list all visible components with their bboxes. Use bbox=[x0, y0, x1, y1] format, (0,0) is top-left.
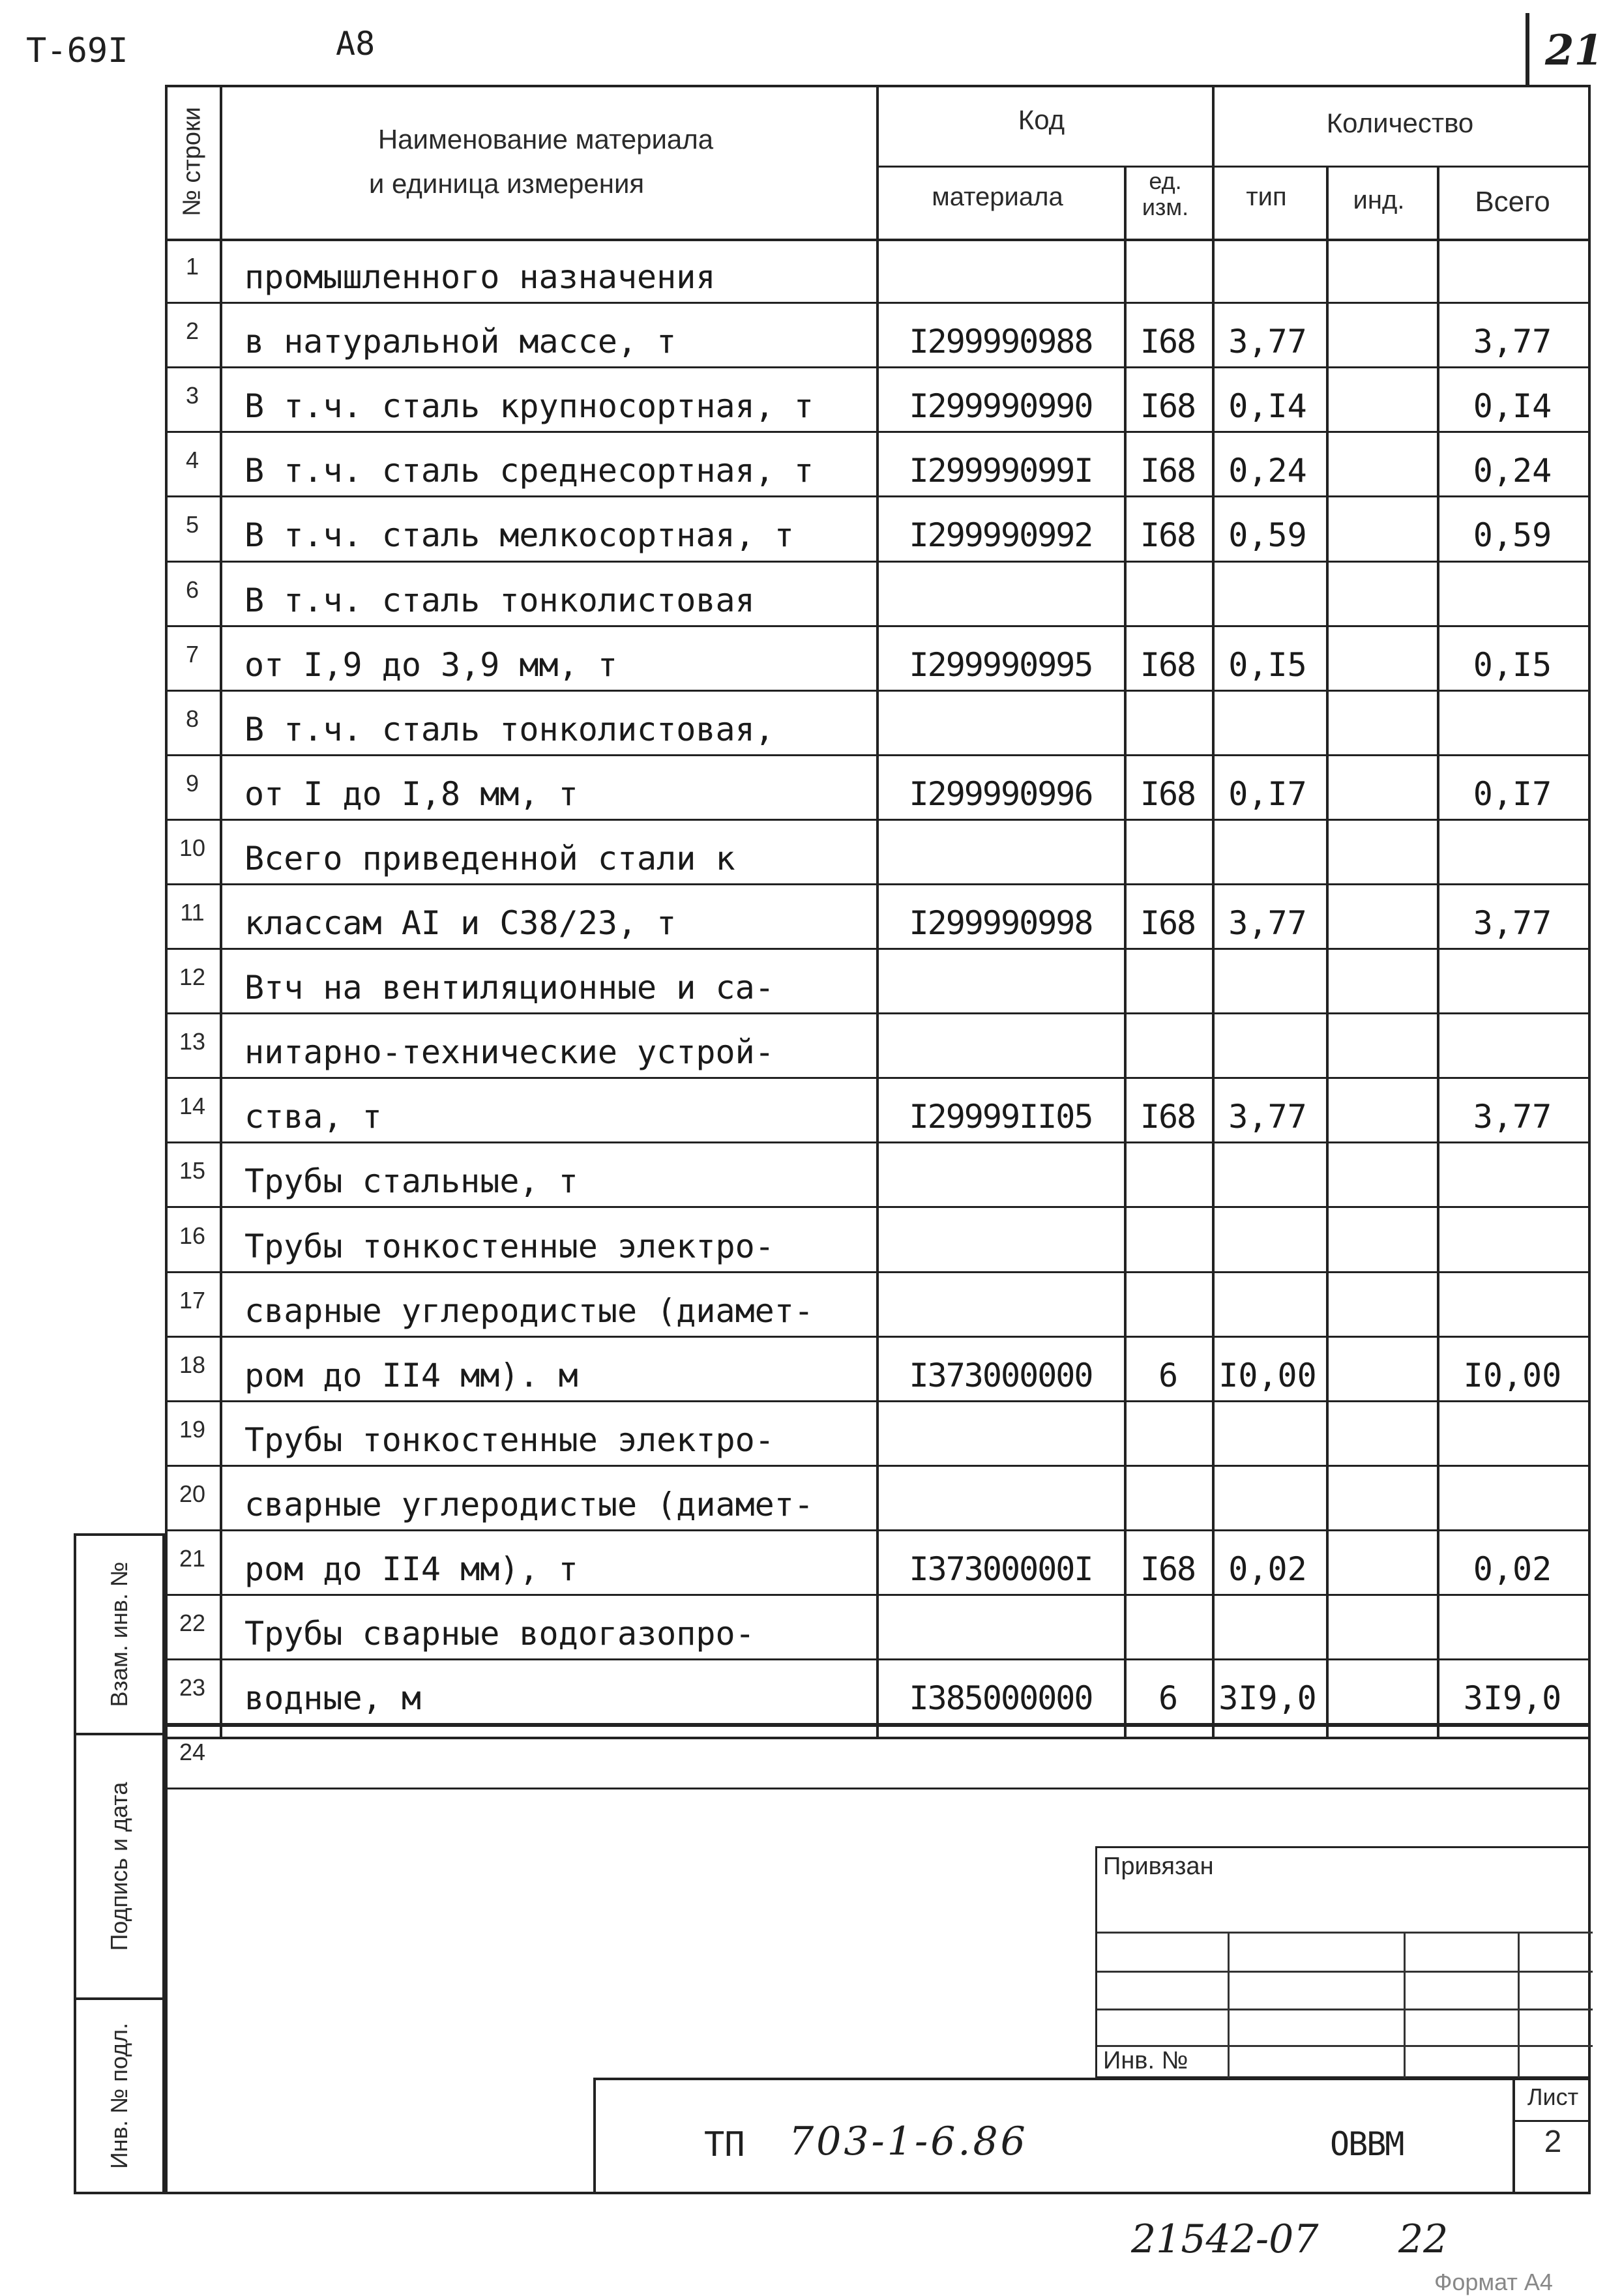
cell-tip: 0,I4 bbox=[1228, 387, 1307, 425]
cell-name: от I,9 до 3,9 мм, т bbox=[244, 646, 617, 684]
cell-unit: I68 bbox=[1140, 452, 1196, 490]
header-qty-type: тип bbox=[1246, 183, 1287, 211]
row-number: 20 bbox=[179, 1480, 206, 1507]
header-row-number: № строки bbox=[178, 107, 206, 216]
cell-code: I29999II05 bbox=[909, 1098, 1093, 1136]
cell-total: 0,24 bbox=[1473, 452, 1552, 490]
cell-name: классам АI и С38/23, т bbox=[244, 904, 677, 942]
cell-name: от I до I,8 мм, т bbox=[244, 775, 578, 813]
row-number: 19 bbox=[179, 1416, 206, 1443]
sheet-number: 2 bbox=[1544, 2125, 1562, 2159]
header-code-material: материала bbox=[932, 183, 1063, 211]
cell-name: Трубы стальные, т bbox=[244, 1162, 578, 1200]
row-separator bbox=[165, 431, 1591, 433]
row-separator bbox=[165, 1206, 1591, 1208]
row-number: 8 bbox=[185, 705, 199, 732]
privyazan-label: Привязан bbox=[1103, 1853, 1214, 1880]
row-number: 18 bbox=[179, 1351, 206, 1378]
row-separator bbox=[165, 1077, 1591, 1079]
row-number: 15 bbox=[179, 1157, 206, 1184]
page-number: 21 bbox=[1545, 26, 1604, 75]
sheet-label: Лист bbox=[1527, 2083, 1579, 2110]
header-code: Код bbox=[1018, 104, 1065, 135]
stamp-podpis-data: Подпись и дата bbox=[74, 1733, 165, 2000]
cell-tip: 3,77 bbox=[1228, 904, 1307, 942]
cell-unit: I68 bbox=[1140, 387, 1196, 425]
row-separator bbox=[165, 302, 1591, 304]
header-qty-total: Всего bbox=[1475, 186, 1550, 218]
header-name-line1: Наименование материала bbox=[377, 124, 714, 155]
cell-tip: 0,24 bbox=[1228, 452, 1307, 490]
cell-unit: I68 bbox=[1140, 904, 1196, 942]
cell-name: В т.ч. сталь тонколистовая, bbox=[244, 711, 774, 748]
cell-name: сварные углеродистые (диамет- bbox=[244, 1292, 814, 1330]
cell-unit: I68 bbox=[1140, 516, 1196, 554]
row-number: 16 bbox=[179, 1222, 206, 1249]
cell-name: В т.ч. сталь среднесортная, т bbox=[244, 452, 814, 490]
row-number: 5 bbox=[185, 511, 199, 538]
cell-name: ства, т bbox=[244, 1098, 382, 1136]
cell-unit: I68 bbox=[1140, 1550, 1196, 1588]
row-number: 13 bbox=[179, 1028, 206, 1055]
handwritten-code: 21542-07 bbox=[1131, 2216, 1319, 2262]
header-name-line2: и единица измерения bbox=[368, 168, 645, 199]
doc-prefix: ТП bbox=[704, 2125, 745, 2164]
cell-unit: 6 bbox=[1158, 1357, 1177, 1394]
row-separator bbox=[165, 1271, 1591, 1273]
cell-unit: I68 bbox=[1140, 1098, 1196, 1136]
cell-name: В т.ч. сталь тонколистовая bbox=[244, 581, 755, 619]
row-number: 24 bbox=[179, 1739, 206, 1765]
row-number: 9 bbox=[185, 770, 199, 797]
cell-name: В т.ч. сталь крупносортная, т bbox=[244, 387, 814, 425]
page-number-divider bbox=[1526, 13, 1529, 85]
cell-tip: 0,02 bbox=[1228, 1550, 1307, 1588]
inv-no-label: Инв. № bbox=[1103, 2047, 1188, 2074]
cell-tip: 0,I7 bbox=[1228, 775, 1307, 813]
cell-total: 0,59 bbox=[1473, 516, 1552, 554]
cell-code: I299990988 bbox=[909, 323, 1093, 361]
privyazan-block bbox=[1095, 1846, 1591, 2078]
cell-total: 3,77 bbox=[1473, 1098, 1552, 1136]
cell-total: 0,I5 bbox=[1473, 646, 1552, 684]
format-text: Формат А4 bbox=[1434, 2269, 1553, 2295]
cell-name: ром до II4 мм), т bbox=[244, 1550, 578, 1588]
row-separator bbox=[165, 1465, 1591, 1467]
stamp-inv-podl: Инв. № подл. bbox=[74, 1997, 165, 2194]
row-number: 14 bbox=[179, 1093, 206, 1119]
row-separator bbox=[165, 495, 1591, 497]
cell-code: I299990995 bbox=[909, 646, 1093, 684]
cell-unit: I68 bbox=[1140, 775, 1196, 813]
cell-name: В т.ч. сталь мелкосортная, т bbox=[244, 516, 794, 554]
row-number: 22 bbox=[179, 1610, 206, 1636]
row-number: 4 bbox=[185, 447, 199, 473]
row-separator bbox=[165, 366, 1591, 368]
row-separator bbox=[165, 1529, 1591, 1531]
cell-tip: 0,I5 bbox=[1228, 646, 1307, 684]
row-separator bbox=[165, 819, 1591, 821]
table-body-bottom-line bbox=[165, 1724, 1591, 1727]
cell-name: нитарно-технические устрой- bbox=[244, 1033, 774, 1071]
cell-name: Трубы тонкостенные электро- bbox=[244, 1228, 774, 1265]
cell-total: 3I9,0 bbox=[1463, 1679, 1562, 1717]
cell-tip: 3I9,0 bbox=[1218, 1679, 1317, 1717]
cell-tip: I0,00 bbox=[1218, 1357, 1317, 1394]
cell-code: I37300000I bbox=[909, 1550, 1093, 1588]
cell-name: Трубы сварные водогазопро- bbox=[244, 1615, 755, 1653]
cell-unit: 6 bbox=[1158, 1679, 1177, 1717]
cell-code: I299990996 bbox=[909, 775, 1093, 813]
cell-unit: I68 bbox=[1140, 323, 1196, 361]
cell-code: I299990998 bbox=[909, 904, 1093, 942]
row-number: 10 bbox=[179, 834, 206, 861]
format-code: А8 bbox=[336, 25, 376, 63]
row-number: 7 bbox=[185, 641, 199, 668]
row-separator bbox=[165, 690, 1591, 692]
stamp-vzam-inv: Взам. инв. № bbox=[74, 1533, 165, 1735]
row-number: 11 bbox=[180, 899, 205, 926]
cell-code: I299990992 bbox=[909, 516, 1093, 554]
header-code-unit: ед. изм. bbox=[1142, 168, 1189, 220]
cell-unit: I68 bbox=[1140, 646, 1196, 684]
series-code: Т-69I bbox=[26, 31, 128, 70]
row-separator bbox=[165, 1012, 1591, 1014]
row-separator bbox=[165, 1400, 1591, 1402]
row-separator bbox=[165, 1141, 1591, 1143]
cell-name: ром до II4 мм). м bbox=[244, 1357, 578, 1394]
row-number: 12 bbox=[179, 964, 206, 990]
cell-code: I299990990 bbox=[909, 387, 1093, 425]
doc-section: ОВВМ bbox=[1330, 2125, 1404, 2163]
cell-name: Всего приведенной стали к bbox=[244, 840, 735, 877]
row-number: 3 bbox=[185, 382, 199, 409]
row-number: 1 bbox=[185, 253, 199, 280]
handwritten-page: 22 bbox=[1398, 2216, 1449, 2262]
cell-name: в натуральной массе, т bbox=[244, 323, 677, 361]
row-number: 23 bbox=[179, 1674, 206, 1701]
header-qty-individual: инд. bbox=[1353, 186, 1405, 214]
cell-tip: 3,77 bbox=[1228, 323, 1307, 361]
cell-code: I29999099I bbox=[909, 452, 1093, 490]
row-separator bbox=[165, 1594, 1591, 1596]
cell-tip: 0,59 bbox=[1228, 516, 1307, 554]
cell-total: 0,I7 bbox=[1473, 775, 1552, 813]
row-separator bbox=[165, 1336, 1591, 1338]
header-quantity: Количество bbox=[1326, 108, 1474, 138]
cell-name: сварные углеродистые (диамет- bbox=[244, 1486, 814, 1523]
row-separator bbox=[165, 948, 1591, 950]
cell-name: Втч на вентиляционные и са- bbox=[244, 969, 774, 1007]
cell-total: 0,02 bbox=[1473, 1550, 1552, 1588]
cell-total: 0,I4 bbox=[1473, 387, 1552, 425]
cell-code: I373000000 bbox=[909, 1357, 1093, 1394]
cell-name: водные, м bbox=[244, 1679, 421, 1717]
cell-total: 3,77 bbox=[1473, 904, 1552, 942]
row-separator bbox=[165, 1788, 1591, 1789]
row-separator bbox=[165, 1658, 1591, 1660]
cell-total: 3,77 bbox=[1473, 323, 1552, 361]
row-separator bbox=[165, 561, 1591, 563]
doc-number: 703-1-6.86 bbox=[789, 2119, 1028, 2164]
cell-code: I385000000 bbox=[909, 1679, 1093, 1717]
row-number: 6 bbox=[185, 576, 199, 603]
row-separator bbox=[165, 754, 1591, 756]
cell-name: промышленного назначения bbox=[244, 258, 716, 296]
row-number: 2 bbox=[185, 317, 199, 344]
row-number: 21 bbox=[179, 1545, 206, 1572]
row-number: 17 bbox=[179, 1287, 206, 1314]
cell-tip: 3,77 bbox=[1228, 1098, 1307, 1136]
cell-total: I0,00 bbox=[1463, 1357, 1562, 1394]
row-separator bbox=[165, 625, 1591, 627]
row-separator bbox=[165, 883, 1591, 885]
cell-name: Трубы тонкостенные электро- bbox=[244, 1421, 774, 1459]
